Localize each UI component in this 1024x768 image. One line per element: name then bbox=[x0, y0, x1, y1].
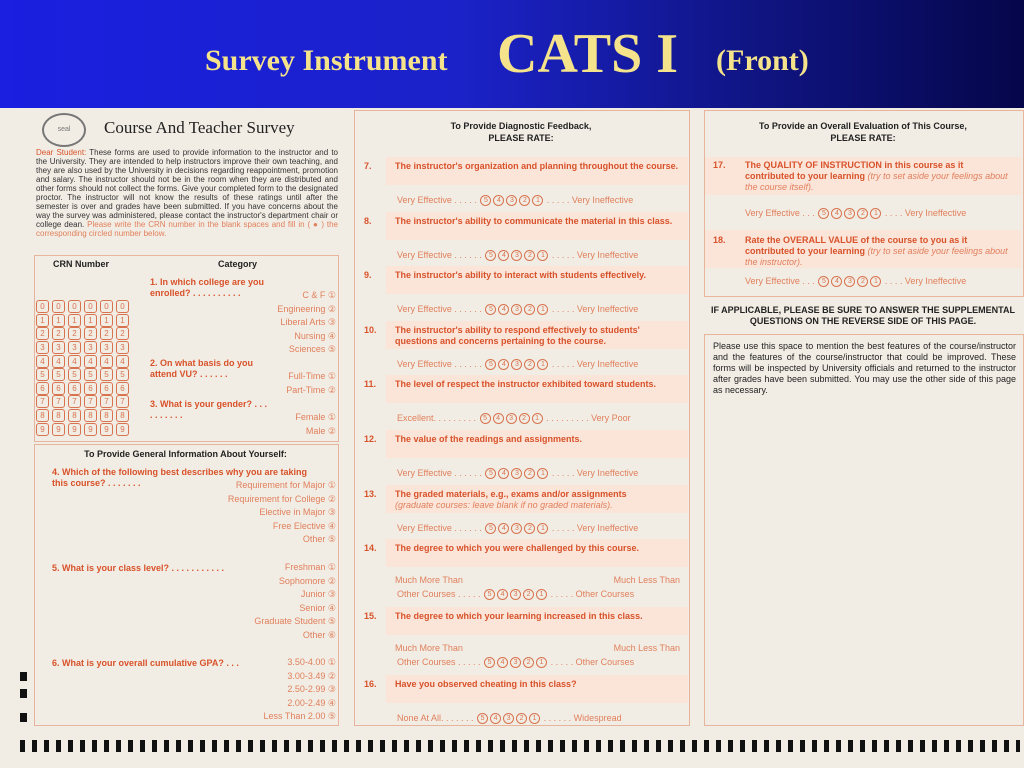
crn-bubble[interactable]: 0 bbox=[68, 300, 81, 313]
q1-option[interactable]: C & F ① bbox=[302, 290, 336, 300]
crn-bubble[interactable]: 6 bbox=[36, 382, 49, 395]
crn-bubble[interactable]: 0 bbox=[100, 300, 113, 313]
crn-bubble[interactable]: 5 bbox=[116, 368, 129, 381]
rating-bubble[interactable]: 3 bbox=[510, 657, 521, 668]
scale-top-labels: Much More Than Much Less Than bbox=[395, 643, 680, 653]
rating-bubble[interactable]: 5 bbox=[485, 250, 496, 261]
crn-bubble[interactable]: 7 bbox=[100, 395, 113, 408]
rating-bubble[interactable]: 4 bbox=[493, 195, 504, 206]
diagnostic-header: To Provide Diagnostic Feedback, bbox=[450, 121, 592, 131]
q18-note: (try to set aside your feelings about the instructor). bbox=[745, 246, 1008, 267]
rating-scale[interactable]: None At All. . . . . . . 5 4 3 2 1 . . . . . . Widespread bbox=[397, 713, 622, 723]
rating-bubble[interactable]: 4 bbox=[490, 713, 501, 724]
rating-bubble[interactable]: 3 bbox=[506, 413, 517, 424]
item-question: The graded materials, e.g., exams and/or assignments (graduate courses: leave blank if no graded materials). bbox=[395, 489, 627, 510]
q5-option[interactable]: Other ⑥ bbox=[302, 629, 336, 640]
scan-mark bbox=[20, 672, 27, 681]
crn-bubble[interactable]: 2 bbox=[116, 327, 129, 340]
q4-option[interactable]: Other ⑤ bbox=[302, 534, 336, 545]
rating-bubble[interactable]: 3 bbox=[511, 250, 522, 261]
rating-bubble[interactable]: 5 bbox=[485, 359, 496, 370]
rating-bubble[interactable]: 5 bbox=[477, 713, 488, 724]
crn-bubble[interactable]: 5 bbox=[100, 368, 113, 381]
crn-bubble[interactable]: 4 bbox=[52, 355, 65, 368]
overall-subheader: PLEASE RATE: bbox=[830, 133, 896, 143]
crn-bubble[interactable]: 7 bbox=[52, 395, 65, 408]
item-number: 13. bbox=[364, 489, 377, 499]
rating-bubble[interactable]: 1 bbox=[536, 589, 547, 600]
q6-option[interactable]: 2.50-2.99 ③ bbox=[287, 684, 336, 695]
rating-bubble[interactable]: 4 bbox=[498, 468, 509, 479]
rating-bubble[interactable]: 2 bbox=[523, 589, 534, 600]
university-seal-icon: seal bbox=[42, 113, 86, 147]
crn-bubble[interactable]: 8 bbox=[52, 409, 65, 422]
crn-header: CRN Number bbox=[52, 259, 109, 269]
q3-option[interactable]: Male ② bbox=[305, 425, 336, 436]
crn-bubble[interactable]: 3 bbox=[68, 341, 81, 354]
rating-bubble[interactable]: 5 bbox=[480, 195, 491, 206]
form-title: Course And Teacher Survey bbox=[104, 118, 295, 137]
q1-option[interactable]: Sciences ⑤ bbox=[288, 344, 336, 355]
crn-bubble[interactable]: 0 bbox=[116, 300, 129, 313]
rating-scale[interactable]: Very Effective . . . . . . 5 4 3 2 1 . . . . . Very Ineffective bbox=[397, 468, 639, 478]
rating-bubble[interactable]: 2 bbox=[524, 468, 535, 479]
item-question: The instructor's organization and planning throughout the course. bbox=[395, 161, 679, 171]
crn-bubble[interactable]: 1 bbox=[52, 314, 65, 327]
crn-bubble[interactable]: 3 bbox=[84, 341, 97, 354]
rating-bubble[interactable]: 1 bbox=[532, 195, 543, 206]
title-main: CATS I bbox=[497, 23, 679, 85]
crn-bubble[interactable]: 1 bbox=[84, 314, 97, 327]
crn-bubble[interactable]: 2 bbox=[52, 327, 65, 340]
q5-option[interactable]: Freshman ① bbox=[284, 562, 336, 572]
q17-scale-left: Very Effective . . . bbox=[745, 208, 815, 218]
crn-bubble[interactable]: 4 bbox=[68, 355, 81, 368]
rating-bubble[interactable]: 1 bbox=[537, 523, 548, 534]
rating-bubble[interactable]: 4 bbox=[497, 657, 508, 668]
crn-bubble[interactable]: 8 bbox=[36, 409, 49, 422]
crn-bubble[interactable]: 7 bbox=[116, 395, 129, 408]
q6-option[interactable]: Less Than 2.00 ⑤ bbox=[263, 711, 336, 722]
q18-block bbox=[745, 235, 1015, 268]
rating-bubble[interactable]: 5 bbox=[485, 468, 496, 479]
rating-bubble[interactable]: 2 bbox=[516, 713, 527, 724]
rating-scale[interactable]: Other Courses . . . . . 5 4 3 2 1 . . . . . Other Courses bbox=[397, 657, 635, 667]
rating-bubble[interactable]: 3 bbox=[511, 359, 522, 370]
rating-bubble[interactable]: 3 bbox=[503, 713, 514, 724]
crn-bubble[interactable]: 9 bbox=[36, 423, 49, 436]
rating-bubble[interactable]: 4 bbox=[497, 589, 508, 600]
q5-option[interactable]: Senior ④ bbox=[299, 602, 336, 613]
item-number: 9. bbox=[364, 270, 372, 280]
q4-option[interactable]: Free Elective ④ bbox=[272, 520, 336, 531]
intro-body: These forms are used to provide information to the instructor and to the University. They are intended to help instructors improve their own teaching, and they are also used by the University in decisions regarding reappointment, promotion and salary. The instructor should not be in the room when they are distributed and other forms should not collect the forms. Give your completed form to the designated proctor. The instructor will not know the results of these ratings until after the semester is over and grades have been submitted. If you have concerns about the way the survey was administered, please contact the instructor's department chair or college dean. bbox=[36, 148, 338, 229]
crn-bubble[interactable]: 5 bbox=[52, 368, 65, 381]
item-number: 16. bbox=[364, 679, 377, 689]
crn-bubble[interactable]: 3 bbox=[52, 341, 65, 354]
item-question: The instructor's ability to communicate the material in this class. bbox=[395, 216, 673, 226]
crn-bubble[interactable]: 0 bbox=[36, 300, 49, 313]
q6-option[interactable]: 3.00-3.49 ② bbox=[287, 670, 336, 681]
rating-scale[interactable]: Very Effective . . . . . . 5 4 3 2 1 . . . . . Very Ineffective bbox=[397, 250, 639, 260]
item-number: 11. bbox=[364, 379, 377, 389]
q1-option[interactable]: Liberal Arts ③ bbox=[280, 317, 336, 328]
rating-bubble[interactable]: 1 bbox=[536, 657, 547, 668]
rating-bubble[interactable]: 4 bbox=[498, 359, 509, 370]
q18-scale[interactable]: Very Effective . . . 5 4 3 2 1 . . . . Very Ineffective bbox=[745, 276, 967, 286]
supplemental-note: IF APPLICABLE, PLEASE BE SURE TO ANSWER THE SUPPLEMENTAL QUESTIONS ON THE REVERSE SIDE OF THIS PAGE. bbox=[710, 305, 1016, 326]
title-suffix: (Front) bbox=[716, 44, 809, 77]
q4-option[interactable]: Elective in Major ③ bbox=[259, 507, 336, 518]
rating-bubble[interactable]: 2 bbox=[523, 657, 534, 668]
crn-bubble[interactable]: 7 bbox=[68, 395, 81, 408]
rating-scale[interactable]: Very Effective . . . . . . 5 4 3 2 1 . . . . . Very Ineffective bbox=[397, 304, 639, 314]
q2-option[interactable]: Part-Time ② bbox=[286, 384, 336, 395]
crn-bubble[interactable]: 9 bbox=[116, 423, 129, 436]
crn-bubble[interactable]: 7 bbox=[36, 395, 49, 408]
item-question: Have you observed cheating in this class? bbox=[395, 679, 577, 689]
rating-bubble[interactable]: 2 bbox=[524, 250, 535, 261]
crn-bubble[interactable]: 3 bbox=[100, 341, 113, 354]
rating-bubble[interactable]: 1 bbox=[537, 359, 548, 370]
item-question: The level of respect the instructor exhibited toward students. bbox=[395, 379, 657, 389]
crn-bubble[interactable]: 5 bbox=[68, 368, 81, 381]
crn-bubble[interactable]: 5 bbox=[36, 368, 49, 381]
rating-bubble[interactable]: 3 bbox=[511, 468, 522, 479]
rating-bubble[interactable]: 5 bbox=[480, 413, 491, 424]
q3-option[interactable]: Female ① bbox=[295, 412, 336, 422]
crn-bubble[interactable]: 9 bbox=[84, 423, 97, 436]
q6-option[interactable]: 2.00-2.49 ④ bbox=[287, 697, 336, 708]
q3-text: 3. What is your gender? . . . . . . . . . . bbox=[150, 399, 268, 420]
item-number: 7. bbox=[364, 161, 372, 171]
q18-text: Rate the OVERALL VALUE of the course to you as it contributed to your learning bbox=[745, 235, 968, 256]
q5-option[interactable]: Junior ③ bbox=[300, 589, 336, 600]
crn-bubble[interactable]: 8 bbox=[116, 409, 129, 422]
q5-text: 5. What is your class level? . . . . . . . . . . . bbox=[52, 563, 225, 573]
scan-mark bbox=[20, 689, 27, 698]
crn-bubble[interactable]: 2 bbox=[84, 327, 97, 340]
crn-bubble[interactable]: 9 bbox=[68, 423, 81, 436]
crn-bubble[interactable]: 3 bbox=[36, 341, 49, 354]
rating-bubble[interactable]: 2 bbox=[524, 523, 535, 534]
crn-bubble[interactable]: 6 bbox=[84, 382, 97, 395]
q17-block bbox=[745, 160, 1015, 193]
crn-bubble[interactable]: 2 bbox=[68, 327, 81, 340]
rating-bubble[interactable]: 4 bbox=[498, 523, 509, 534]
q18-scale-right: . . . . Very Ineffective bbox=[884, 276, 967, 286]
q17-scale[interactable]: Very Effective . . . 5 4 3 2 1 . . . . Very Ineffective bbox=[745, 208, 967, 218]
crn-bubble[interactable]: 2 bbox=[36, 327, 49, 340]
q1-option[interactable]: Nursing ④ bbox=[294, 330, 336, 341]
crn-bubble[interactable]: 8 bbox=[84, 409, 97, 422]
crn-bubble[interactable]: 1 bbox=[68, 314, 81, 327]
crn-bubble[interactable]: 2 bbox=[100, 327, 113, 340]
crn-bubble[interactable]: 1 bbox=[36, 314, 49, 327]
rating-bubble[interactable]: 4 bbox=[498, 304, 509, 315]
crn-bubble[interactable]: 0 bbox=[52, 300, 65, 313]
rating-bubble[interactable]: 4 bbox=[493, 413, 504, 424]
crn-bubble[interactable]: 6 bbox=[116, 382, 129, 395]
rating-bubble[interactable]: 1 bbox=[537, 468, 548, 479]
crn-bubble-grid[interactable] bbox=[36, 298, 131, 434]
q4-option[interactable]: Requirement for Major ① bbox=[235, 480, 336, 490]
crn-bubble[interactable]: 9 bbox=[52, 423, 65, 436]
q6-text: 6. What is your overall cumulative GPA? . . . bbox=[52, 658, 239, 668]
q4-text: 4. Which of the following best describes why you are taking this course? . . . . . . . bbox=[52, 467, 308, 488]
q2-option[interactable]: Full-Time ① bbox=[288, 371, 336, 381]
item-question: The value of the readings and assignments. bbox=[395, 434, 583, 444]
rating-scale[interactable]: Very Effective . . . . . . 5 4 3 2 1 . . . . . Very Ineffective bbox=[397, 523, 639, 533]
rating-bubble[interactable]: 1 bbox=[537, 250, 548, 261]
rating-scale[interactable]: Excellent. . . . . . . . . 5 4 3 2 1 . . . . . . . . . Very Poor bbox=[397, 413, 631, 423]
rating-bubble[interactable]: 4 bbox=[498, 250, 509, 261]
crn-bubble[interactable]: 0 bbox=[84, 300, 97, 313]
scan-mark bbox=[20, 713, 27, 722]
intro-label: Dear Student: bbox=[36, 148, 87, 157]
crn-bubble[interactable]: 4 bbox=[100, 355, 113, 368]
item-number: 14. bbox=[364, 543, 377, 553]
rating-bubble[interactable]: 5 bbox=[484, 657, 495, 668]
item-number: 10. bbox=[364, 325, 377, 335]
rating-bubble[interactable]: 5 bbox=[485, 523, 496, 534]
crn-bubble[interactable]: 5 bbox=[84, 368, 97, 381]
rating-bubble[interactable]: 5 bbox=[484, 589, 495, 600]
crn-bubble[interactable]: 6 bbox=[100, 382, 113, 395]
q5-option[interactable]: Graduate Student ⑤ bbox=[254, 616, 336, 627]
q17-text: The QUALITY OF INSTRUCTION in this course as it contributed to your learning bbox=[745, 160, 964, 181]
rating-bubble[interactable]: 2 bbox=[519, 195, 530, 206]
item-question: The degree to which your learning increased in this class. bbox=[395, 611, 643, 621]
rating-scale[interactable]: Very Effective . . . . . . 5 4 3 2 1 . . . . . Very Ineffective bbox=[397, 359, 639, 369]
rating-bubble[interactable]: 2 bbox=[524, 304, 535, 315]
diagnostic-subheader: PLEASE RATE: bbox=[488, 133, 554, 143]
crn-bubble[interactable]: 8 bbox=[100, 409, 113, 422]
rating-bubble[interactable]: 2 bbox=[524, 359, 535, 370]
item-question: The instructor's ability to interact with students effectively. bbox=[395, 270, 647, 280]
rating-bubble[interactable]: 3 bbox=[510, 589, 521, 600]
q6-option[interactable]: 3.50-4.00 ① bbox=[287, 657, 336, 667]
rating-bubble[interactable]: 5 bbox=[485, 304, 496, 315]
rating-bubble[interactable]: 3 bbox=[511, 304, 522, 315]
item-number: 8. bbox=[364, 216, 372, 226]
rating-scale[interactable]: Very Effective . . . . . 5 4 3 2 1 . . . . . Very Ineffective bbox=[397, 195, 634, 205]
rating-scale[interactable]: Other Courses . . . . . 5 4 3 2 1 . . . . . Other Courses bbox=[397, 589, 635, 599]
rating-bubble[interactable]: 2 bbox=[519, 413, 530, 424]
comments-instructions: Please use this space to mention the best features of the course/instructor and the features of the course/instructor that could be improved. These forms will be inspected by University officials and returned to the instructor after grades have been submitted. You may use the other side of this page as necessary. bbox=[713, 341, 1016, 395]
item-question: The instructor's ability to respond effectively to students' questions and concerns pertaining to the course. bbox=[395, 325, 640, 346]
crn-bubble[interactable]: 4 bbox=[116, 355, 129, 368]
timing-marks bbox=[20, 740, 1020, 752]
q17-scale-right: . . . . Very Ineffective bbox=[884, 208, 967, 218]
intro-link: Please write the CRN number in the blank spaces and fill in ( ● ) the corresponding circled number below. bbox=[36, 220, 338, 238]
item-question: The degree to which you were challenged by this course. bbox=[395, 543, 640, 553]
crn-bubble[interactable]: 4 bbox=[36, 355, 49, 368]
rating-bubble[interactable]: 1 bbox=[529, 713, 540, 724]
rating-bubble[interactable]: 3 bbox=[511, 523, 522, 534]
crn-bubble[interactable]: 3 bbox=[116, 341, 129, 354]
item-number: 12. bbox=[364, 434, 377, 444]
crn-bubble[interactable]: 1 bbox=[116, 314, 129, 327]
q4-option[interactable]: Requirement for College ② bbox=[227, 493, 336, 504]
intro-text bbox=[36, 148, 338, 238]
crn-bubble[interactable]: 6 bbox=[68, 382, 81, 395]
title-prefix: Survey Instrument bbox=[205, 44, 448, 77]
q1-text: 1. In which college are you enrolled? . . . . . . . . . . bbox=[150, 277, 265, 298]
item-number: 15. bbox=[364, 611, 377, 621]
crn-bubble[interactable]: 6 bbox=[52, 382, 65, 395]
q17-note: (try to set aside your feelings about the course itself). bbox=[745, 171, 1008, 192]
q5-option[interactable]: Sophomore ② bbox=[278, 575, 336, 586]
general-header: To Provide General Information About Yourself: bbox=[84, 449, 287, 459]
q17-number: 17. bbox=[713, 160, 726, 170]
slide-title bbox=[0, 0, 1024, 108]
overall-header: To Provide an Overall Evaluation of This Course, bbox=[759, 121, 967, 131]
rating-bubble[interactable]: 1 bbox=[532, 413, 543, 424]
crn-bubble[interactable]: 4 bbox=[84, 355, 97, 368]
q1-option[interactable]: Engineering ② bbox=[277, 303, 336, 314]
category-header: Category bbox=[217, 259, 257, 269]
rating-bubble[interactable]: 3 bbox=[506, 195, 517, 206]
q18-number: 18. bbox=[713, 235, 726, 245]
q2-text: 2. On what basis do you attend VU? . . . . . . bbox=[150, 358, 254, 379]
crn-bubble[interactable]: 9 bbox=[100, 423, 113, 436]
scale-top-labels: Much More Than Much Less Than bbox=[395, 575, 680, 585]
crn-bubble[interactable]: 8 bbox=[68, 409, 81, 422]
crn-bubble[interactable]: 1 bbox=[100, 314, 113, 327]
crn-bubble[interactable]: 7 bbox=[84, 395, 97, 408]
q18-scale-left: Very Effective . . . bbox=[745, 276, 815, 286]
rating-bubble[interactable]: 1 bbox=[537, 304, 548, 315]
